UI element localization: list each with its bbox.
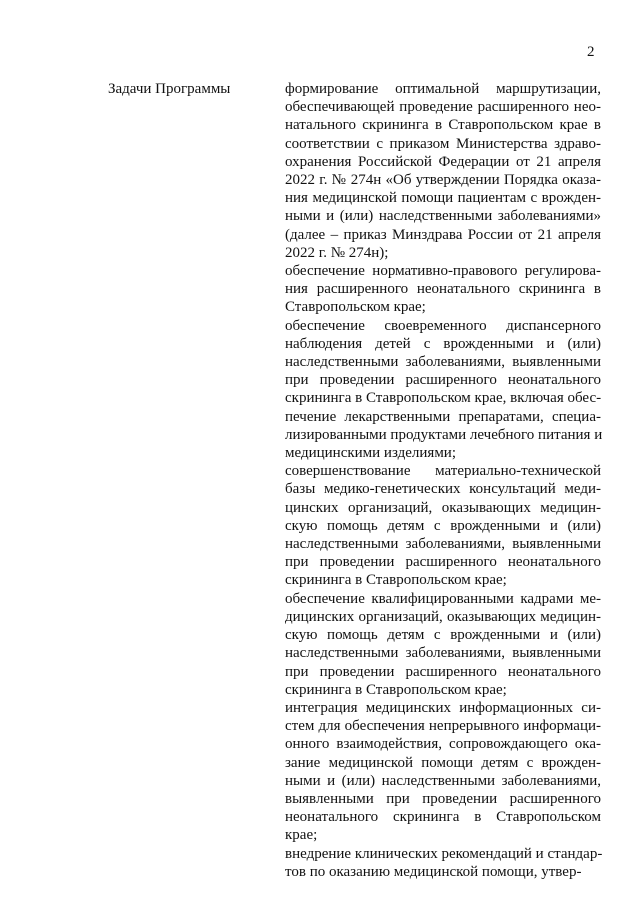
task-line: интеграция медицинских информационных си- [285, 699, 601, 716]
task-line: наследственными заболеваниями, выявленными [285, 536, 601, 553]
task-line: зание медицинской помощи детям с врожден- [285, 754, 601, 771]
task-line: при проведении расширенного неонатального [285, 372, 601, 389]
task-line: печение лекарственными препаратами, специа- [285, 408, 601, 425]
task-line: ния расширенного неонатального скрининга в [285, 281, 601, 298]
task-line: натального скрининга в Ставропольском крае в [285, 117, 601, 134]
task-line: медицинскими изделиями; [285, 445, 457, 462]
task-line: наследственными заболеваниями, выявленными [285, 354, 601, 371]
task-line: скую помощь детям с врожденными и (или) [285, 517, 601, 534]
task-line: внедрение клинических рекомендаций и стандар- [285, 845, 603, 862]
task-paragraph [285, 699, 601, 845]
task-line: выявленными при проведении расширенного [285, 790, 601, 807]
task-line: скрининга в Ставропольском крае; [285, 572, 507, 589]
task-line: наблюдения детей с врожденными и (или) [285, 335, 601, 352]
task-line: скрининга в Ставропольском крае, включая обес- [285, 390, 602, 407]
task-paragraph [285, 80, 601, 262]
task-line: обеспечение квалифицированными кадрами ме- [285, 590, 601, 607]
task-line: базы медико-генетических консультаций меди- [285, 481, 601, 498]
task-line: охранения Российской Федерации от 21 апреля [285, 153, 601, 170]
task-line: 2022 г. № 274н); [285, 244, 389, 261]
task-line: соответствии с приказом Министерства здраво- [285, 135, 601, 152]
task-line: обеспечение нормативно-правового регулирова- [285, 263, 601, 280]
task-line: дицинских организаций, оказывающих медицин- [285, 608, 601, 625]
task-line: стем для обеспечения непрерывного информаци- [285, 718, 601, 735]
task-line: скрининга в Ставропольском крае; [285, 681, 507, 698]
task-line: ными и (или) наследственными заболеваниями» [285, 208, 601, 225]
page-number: 2 [587, 44, 595, 60]
task-line: цинских организаций, оказывающих медицин- [285, 499, 601, 516]
task-line: тов по оказанию медицинской помощи, утвер- [285, 863, 582, 880]
task-line: (далее – приказ Минздрава России от 21 апреля [285, 226, 601, 243]
task-paragraph [285, 845, 601, 881]
task-paragraph [285, 462, 601, 589]
task-line: неонатального скрининга в Ставропольском [285, 809, 601, 826]
task-paragraph [285, 262, 601, 317]
task-line: формирование оптимальной маршрутизации, [285, 81, 601, 97]
section-label: Задачи Программы [108, 81, 231, 97]
task-paragraph [285, 590, 601, 699]
tasks-content [285, 80, 601, 881]
task-line: при проведении расширенного неонатального [285, 663, 601, 680]
task-line: 2022 г. № 274н «Об утверждении Порядка оказа- [285, 172, 601, 189]
task-line: обеспечивающей проведение расширенного нео- [285, 99, 601, 116]
task-line: Ставропольском крае; [285, 299, 426, 316]
task-line: при проведении расширенного неонатального [285, 554, 601, 571]
task-paragraph [285, 317, 601, 463]
task-line: онного взаимодействия, сопровождающего ока- [285, 736, 601, 753]
task-line: крае; [285, 827, 318, 844]
task-line: скую помощь детям с врожденными и (или) [285, 627, 601, 644]
task-line: наследственными заболеваниями, выявленными [285, 645, 601, 662]
task-line: совершенствование материально-технической [285, 463, 601, 480]
task-line: ния медицинской помощи пациентам с врожден- [285, 190, 601, 207]
task-line: лизированными продуктами лечебного питания и [285, 426, 603, 443]
task-line: ными и (или) наследственными заболеваниями, [285, 772, 601, 789]
task-line: обеспечение своевременного диспансерного [285, 317, 601, 334]
